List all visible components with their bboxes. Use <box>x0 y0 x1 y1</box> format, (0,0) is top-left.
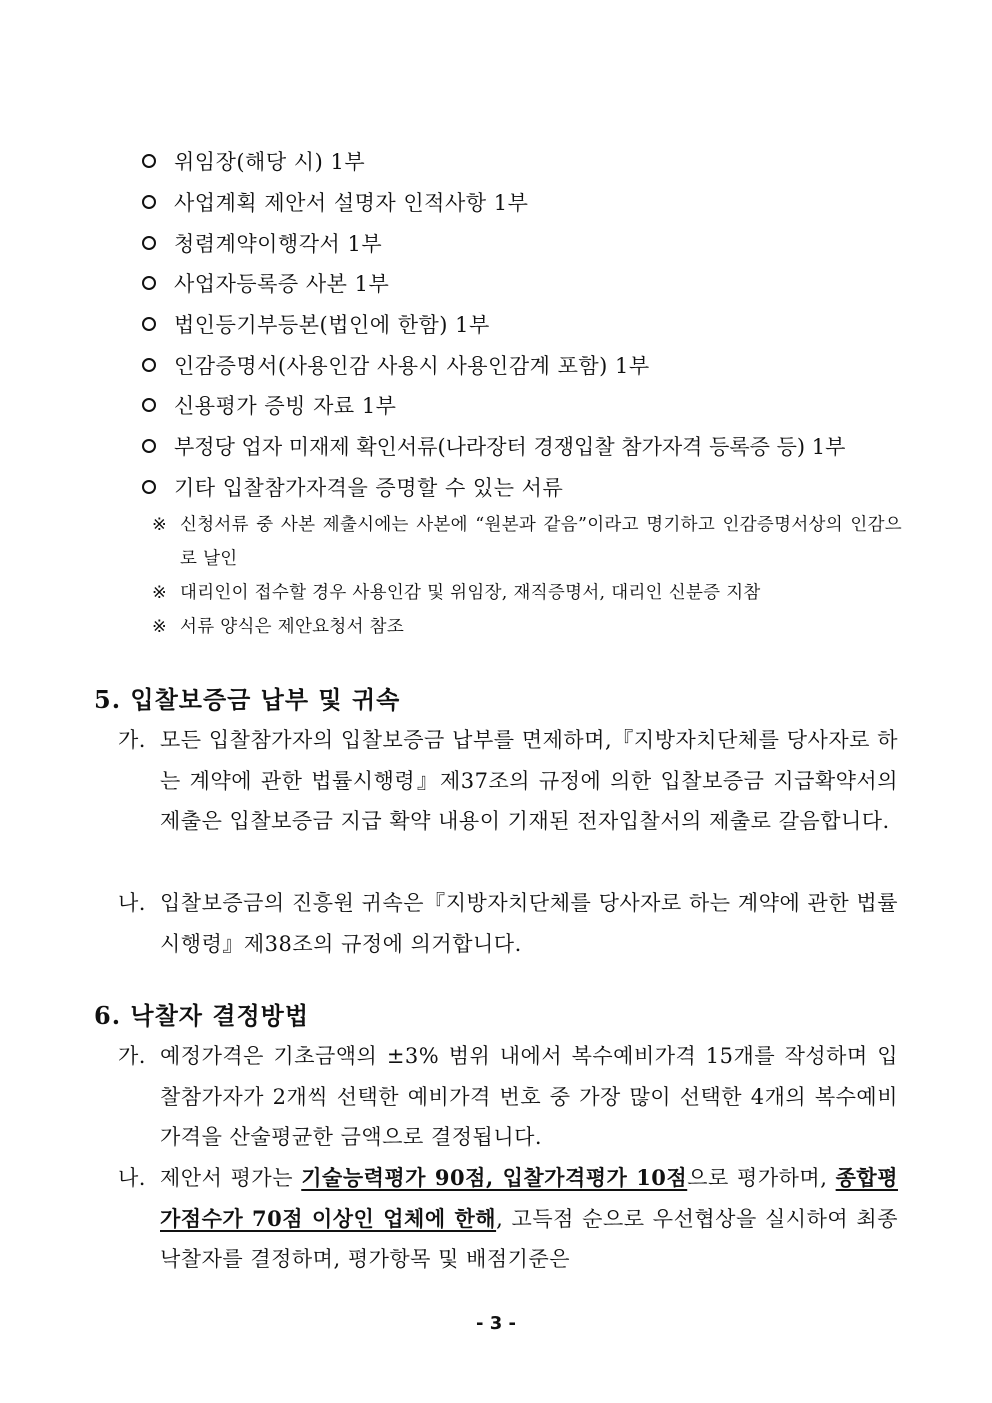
paragraph <box>118 720 898 842</box>
circle-bullet-icon <box>142 195 156 209</box>
circle-bullet-icon <box>142 276 156 290</box>
item-label: 나. <box>118 891 146 915</box>
circle-bullet-icon <box>142 317 156 331</box>
paragraph <box>118 883 898 964</box>
reference-mark: ※ <box>152 583 167 603</box>
circle-bullet-icon <box>142 480 156 494</box>
paragraph-text: 예정가격은 기초금액의 ±3% 범위 내에서 복수예비가격 15개를 작성하며 입찰참가자가 2개씩 선택한 예비가격 번호 중 가장 많이 선택한 4개의 복수예비가격을 산술평균한 금액으로 결정됩니다. <box>160 1044 898 1150</box>
circle-bullet-icon <box>142 154 156 168</box>
list-item: 청렴계약이행각서 1부 <box>142 222 902 263</box>
paragraph-text: 모든 입찰참가자의 입찰보증금 납부를 면제하며,『지방자치단체를 당사자로 하는 계약에 관한 법률시행령』제37조의 규정에 의한 입찰보증금 지급확약서의 제출은 입찰보증금 지급 확약 내용이 기재된 전자입찰서의 제출로 갈음합니다. <box>160 728 898 834</box>
page-number: - 3 - <box>476 1313 516 1334</box>
item-label: 가. <box>118 1044 146 1068</box>
notes-list <box>152 508 902 644</box>
note-item <box>152 508 902 576</box>
note-text: 서류 양식은 제안요청서 참조 <box>180 617 405 637</box>
list-item: 신용평가 증빙 자료 1부 <box>142 385 902 426</box>
underlined-emphasis: 기술능력평가 90점, 입찰가격평가 10점 <box>301 1165 688 1190</box>
list-item: 부정당 업자 미재제 확인서류(나라장터 경쟁입찰 참가자격 등록증 등) 1부 <box>142 426 902 467</box>
paragraph-text: 제안서 평가는 기술능력평가 90점, 입찰가격평가 10점으로 평가하며, 종합평가점수가 70점 이상인 업체에 한해, 고득점 순으로 우선협상을 실시하여 최종낙찰자를 결정하며, 평가항목 및 배점기준은 <box>160 1165 899 1272</box>
attachment-list <box>142 141 902 507</box>
note-text: 대리인이 접수할 경우 사용인감 및 위임장, 재직증명서, 대리인 신분증 지참 <box>180 583 761 603</box>
reference-mark: ※ <box>152 515 167 535</box>
circle-bullet-icon <box>142 398 156 412</box>
list-item: 법인등기부등본(법인에 한함) 1부 <box>142 304 902 345</box>
section-heading: 6. 낙찰자 결정방법 <box>94 1001 310 1030</box>
circle-bullet-icon <box>142 236 156 250</box>
note-text: 신청서류 중 사본 제출시에는 사본에 “원본과 같음”이라고 명기하고 인감증명서상의 인감으로 날인 <box>180 515 902 569</box>
paragraph <box>118 1036 898 1158</box>
circle-bullet-icon <box>142 358 156 372</box>
section-heading: 5. 입찰보증금 납부 및 귀속 <box>94 685 401 714</box>
note-item <box>152 576 902 610</box>
note-item <box>152 610 902 644</box>
reference-mark: ※ <box>152 617 167 637</box>
list-item: 사업자등록증 사본 1부 <box>142 263 902 304</box>
list-item: 위임장(해당 시) 1부 <box>142 141 902 182</box>
list-item: 사업계획 제안서 설명자 인적사항 1부 <box>142 182 902 223</box>
circle-bullet-icon <box>142 439 156 453</box>
item-label: 가. <box>118 728 146 752</box>
list-item: 기타 입찰참가자격을 증명할 수 있는 서류 <box>142 467 902 508</box>
item-label: 나. <box>118 1166 146 1190</box>
paragraph <box>118 1158 898 1280</box>
list-item: 인감증명서(사용인감 사용시 사용인감계 포함) 1부 <box>142 344 902 385</box>
underlined-emphasis: 종합평가점수가 70점 이상인 업체에 한해 <box>160 1165 898 1231</box>
paragraph-text: 입찰보증금의 진흥원 귀속은『지방자치단체를 당사자로 하는 계약에 관한 법률시행령』제38조의 규정에 의거합니다. <box>160 891 898 956</box>
